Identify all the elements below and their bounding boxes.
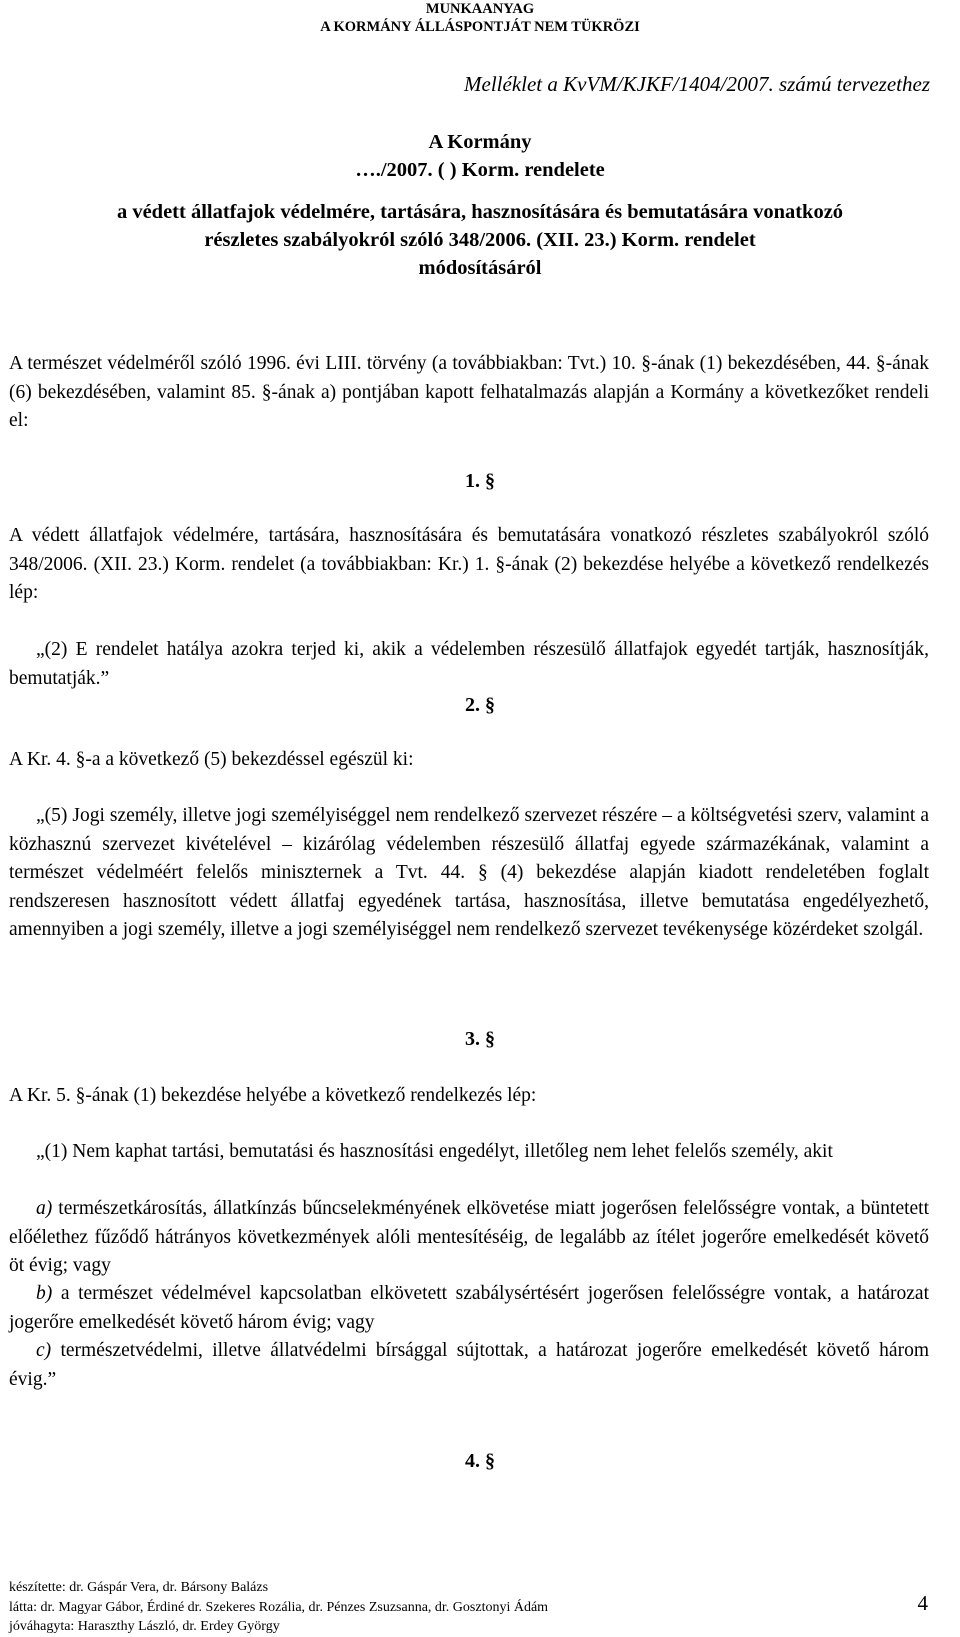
draft-label: MUNKAANYAG [425, 1, 535, 17]
section-3-item-a [9, 1195, 929, 1281]
draft-disclaimer: A KORMÁNY ÁLLÁSPONTJÁT NEM TÜKRÖZI [320, 19, 640, 35]
section-1-intro: A védett állatfajok védelmére, tartására, hasznosítására és bemutatására vonatkozó részletes szabályokról szóló 348/2006. (XII. 23.) Korm. rendelet (a továbbiakban: Kr.) 1. §-ának (2) bekezdése helyébe a következő rendelkezés lép: [9, 525, 929, 603]
page-number: 4 [917, 1591, 928, 1615]
item-b-marker: b) [36, 1283, 53, 1304]
section-1-quote: „(2) E rendelet hatálya azokra terjed ki, akik a védelemben részesülő állatfajok egyedét tartják, hasznosítják, bemutatják.” [9, 639, 929, 689]
section-2-intro: A Kr. 4. §-a a következő (5) bekezdéssel egészül ki: [9, 749, 414, 770]
footer-credits [9, 1578, 548, 1637]
decree-title [0, 128, 960, 282]
item-a-text: természetkárosítás, állatkínzás bűncselekményének elkövetése miatt jogerősen felelősségre vontak, a büntetett előélethez fűződő hátrányos következmények alóli mentesítéséig, de legalább az ítélet jogerőre emelkedését követő öt évig; vagy [9, 1198, 930, 1276]
section-2-quote: „(5) Jogi személy, illetve jogi személyiséggel nem rendelkező szervezet részére – a költségvetési szerv, valamint a közhasznú szervezet kivételével – kizárólag védelemben részesülő állatfaj egyede származékának, valamint a természet védelméért felelős miniszternek a Tvt. 44. § (4) bekezdése alapján kiadott rendeletében foglalt rendszeresen hasznosított védett állatfaj egyedének tartása, hasznosítása, illetve bemutatása engedélyezhető, amennyiben a jogi személy, illetve a jogi személyiséggel nem rendelkező szervezet tevékenysége közérdeket szolgál. [9, 805, 929, 940]
item-c-text: természetvédelmi, illetve állatvédelmi bírsággal sújtottak, a határozat jogerőre emelkedését követő három évig.” [9, 1340, 929, 1390]
item-c-marker: c) [36, 1340, 52, 1361]
draft-watermark-header [0, 0, 960, 36]
title-issuer: A Kormány [428, 131, 532, 153]
footer-reviewed-by: látta: dr. Magyar Gábor, Érdiné dr. Szekeres Rozália, dr. Pénzes Zsuzsanna, dr. Gosztonyi Ádám [9, 1599, 549, 1615]
annex-reference: Melléklet a KvVM/KJKF/1404/2007. számú tervezethez [464, 72, 930, 96]
item-a-marker: a) [36, 1198, 53, 1219]
section-3-item-c [9, 1337, 929, 1394]
footer-approved-by: jóváhagyta: Haraszthy László, dr. Erdey György [9, 1619, 280, 1634]
preamble: A természet védelméről szóló 1996. évi LIII. törvény (a továbbiakban: Tvt.) 10. §-ának (1) bekezdésében, 44. §-ának (6) bekezdésében, valamint 85. §-ának a) pontjában kapott felhatalmazás alapján a Kormány a következőket rendeli el: [9, 353, 929, 431]
section-4-heading: 4. § [465, 1450, 495, 1472]
section-3-heading: 3. § [465, 1028, 495, 1050]
title-subject-line2: részletes szabályokról szóló 348/2006. (XII. 23.) Korm. rendelet [204, 229, 756, 251]
title-number: …./2007. ( ) Korm. rendelete [355, 159, 605, 181]
title-subject-line1: a védett állatfajok védelmére, tartására, hasznosítására és bemutatására vonatkozó [116, 201, 844, 223]
section-3-item-b [9, 1280, 929, 1337]
section-3-quote: „(1) Nem kaphat tartási, bemutatási és hasznosítási engedélyt, illetőleg nem lehet felelős személy, akit [36, 1141, 833, 1162]
item-b-text: a természet védelmével kapcsolatban elkövetett szabálysértésért jogerősen felelősségre vontak, a határozat jogerőre emelkedését követő három évig; vagy [9, 1283, 930, 1333]
footer-prepared-by: készítette: dr. Gáspár Vera, dr. Bársony Balázs [9, 1580, 269, 1595]
section-2-heading: 2. § [465, 694, 495, 716]
section-3-intro: A Kr. 5. §-ának (1) bekezdése helyébe a következő rendelkezés lép: [9, 1085, 537, 1106]
section-1-heading: 1. § [465, 470, 495, 492]
title-subject-line3: módosításáról [418, 257, 542, 279]
